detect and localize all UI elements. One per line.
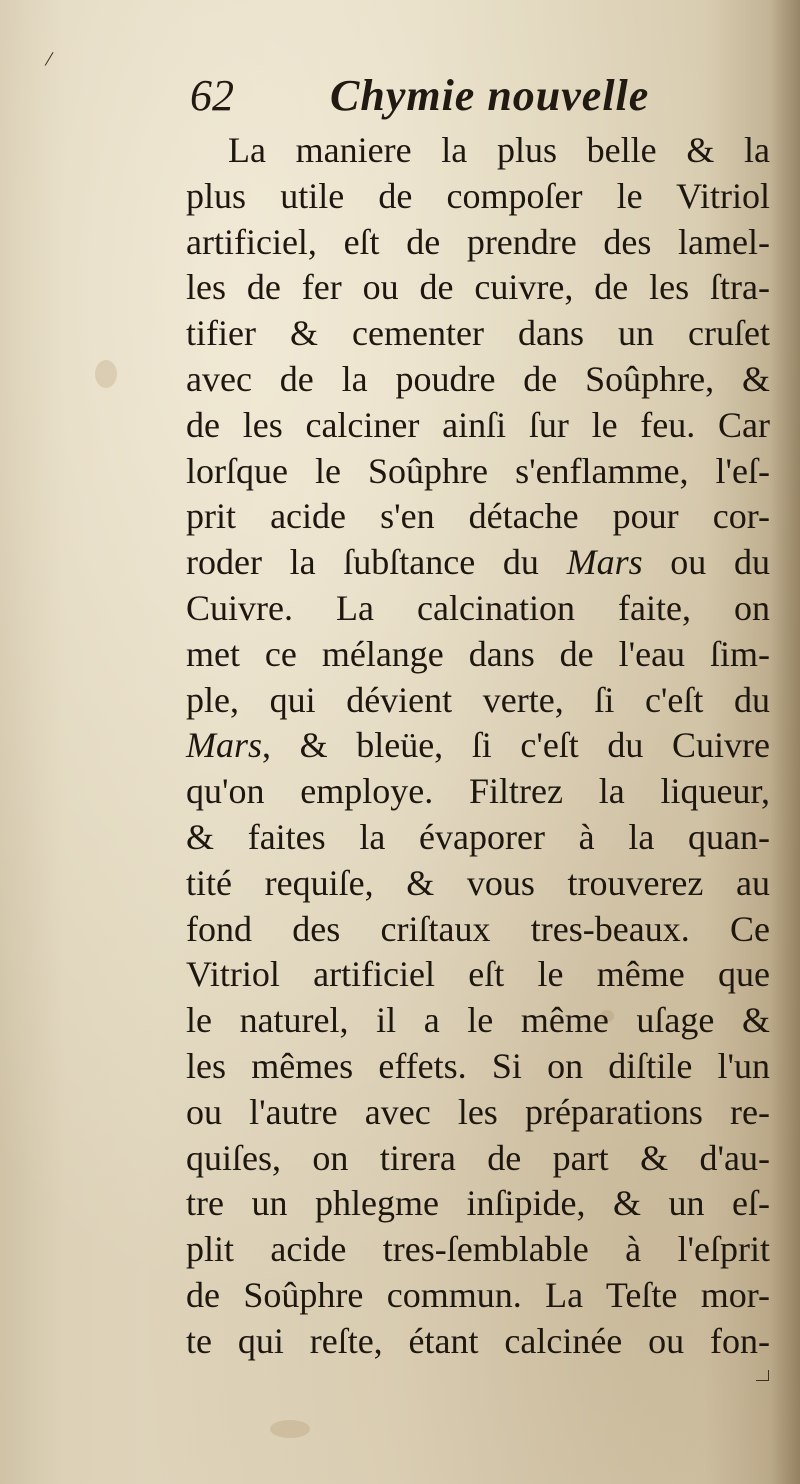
- text-line: avec de la poudre de Soûphre, &: [186, 358, 770, 399]
- paper-stain: [95, 360, 117, 388]
- text-line: met ce mélange dans de l'eau ſim-: [186, 633, 770, 674]
- text-line: La maniere la plus belle & la: [228, 130, 770, 170]
- body-text: [186, 128, 770, 1365]
- text-line: Mars, & bleüe, ſi c'eſt du Cuivre: [186, 725, 770, 766]
- text-line: & faites la évaporer à la quan-: [186, 816, 770, 857]
- text-line: tifier & cementer dans un cruſet: [186, 313, 770, 354]
- text-line: lorſque le Soûphre s'enflamme, l'eſ-: [186, 450, 770, 491]
- text-line: plit acide tres-ſemblable à l'eſprit: [186, 1229, 770, 1270]
- text-line: tité requiſe, & vous trouverez au: [186, 862, 770, 903]
- italic-word: Mars: [566, 542, 643, 583]
- paper-stain: [270, 1420, 310, 1438]
- text-line: de les calciner ainſi ſur le feu. Car: [186, 404, 770, 445]
- margin-mark: /: [43, 45, 55, 72]
- text-line: tre un phlegme inſipide, & un eſ-: [186, 1183, 770, 1224]
- text-line: Vitriol artificiel eſt le même que: [186, 954, 770, 995]
- running-title: Chymie nouvelle: [330, 71, 650, 120]
- text-line: Cuivre. La calcination faite, on: [186, 587, 770, 628]
- text-line: artificiel, eſt de prendre des lamel-: [186, 221, 770, 262]
- text-line: de Soûphre commun. La Teſte mor-: [186, 1274, 770, 1315]
- text-line: plus utile de compoſer le Vitriol: [186, 175, 770, 216]
- text-line: ou l'autre avec les préparations re-: [186, 1091, 770, 1132]
- text-line: fond des criſtaux tres-beaux. Ce: [186, 908, 770, 949]
- text-line: les de fer ou de cuivre, de les ſtra-: [186, 267, 770, 308]
- text-line: quiſes, on tirera de part & d'au-: [186, 1137, 770, 1178]
- page-edge-shadow: [770, 0, 800, 1484]
- text-line: prit acide s'en détache pour cor-: [186, 496, 770, 537]
- italic-word: Mars: [186, 725, 263, 766]
- text-line: roder la ſubſtance du Mars ou du: [186, 542, 770, 583]
- text-line: qu'on employe. Filtrez la liqueur,: [186, 771, 770, 812]
- corner-mark: [756, 1370, 769, 1381]
- text-line: te qui reſte, étant calcinée ou fon-: [186, 1320, 770, 1361]
- text-line: ple, qui dévient verte, ſi c'eſt du: [186, 679, 770, 720]
- text-line: le naturel, il a le même uſage &: [186, 1000, 770, 1041]
- page-number: 62: [190, 71, 234, 120]
- text-line: les mêmes effets. Si on diſtile l'un: [186, 1045, 770, 1086]
- page-header: [190, 70, 790, 130]
